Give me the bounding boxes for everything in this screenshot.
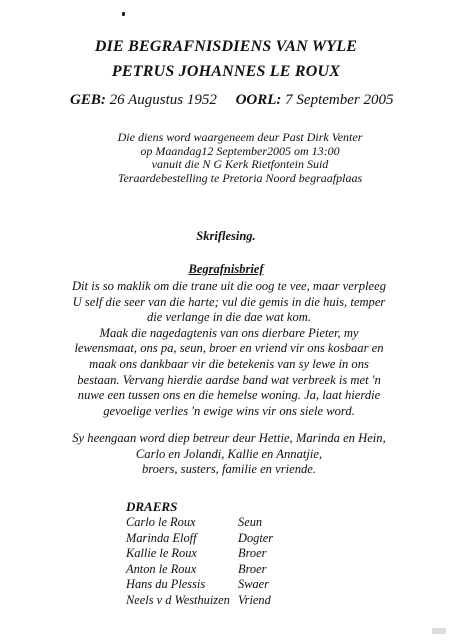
bearer-row [126,562,273,578]
bearer-row [126,531,273,547]
bearer-relation: Swaer [238,577,269,591]
bearer-row [126,515,273,531]
mourners-line: Sy heengaan word diep betreur deur Hettie, Marinda en Hein, [72,431,386,445]
service-line: op Maandag12 September2005 om 13:00 [140,143,340,158]
service-line: Die diens word waargeneem deur Past Dirk Venter [117,130,363,144]
bearer-name: Anton le Roux [126,561,197,576]
scan-corner-mark [432,628,446,634]
bearer-name: Marinda Eloff [126,530,197,545]
bearer-relation: Dogter [238,530,274,545]
letter-line: lewensmaat, ons pa, seun, broer en vriend vir ons kosbaar en [74,341,384,356]
title-line-1: DIE BEGRAFNISDIENS VAN WYLE [94,38,358,55]
letter-line: bestaan. Vervang hierdie aardse band wat verbreek is met 'n [77,372,381,387]
bearer-row [126,593,273,609]
service-line: vanuit die N G Kerk Rietfontein Suid [151,157,329,171]
bearers-title: DRAERS [126,499,178,514]
bearer-row [126,546,273,562]
letter-line: Dit is so maklik om die trane uit die oog te vee, maar verpleeg [71,279,387,293]
service-line: Teraardebestelling te Pretoria Noord begraafplaas [117,170,363,185]
bearer-relation: Vriend [238,592,271,607]
service-details [40,131,440,185]
born-date: 26 Augustus 1952 [109,92,217,108]
bearers-list [126,515,273,608]
bearer-relation: Broer [238,561,267,576]
bearer-name: Kallie le Roux [126,546,197,560]
mourners-line: broers, susters, familie en vriende. [141,462,317,477]
bearer-name: Carlo le Roux [126,515,196,529]
letter-heading: Begrafnisbrief [188,262,264,276]
letter-line: gevoelige verlies 'n ewige wins vir ons siele word. [103,403,355,418]
reading-heading: Skriflesing. [196,229,256,243]
letter-line: maak ons dankbaar vir die betekenis van sy lewe in ons [89,356,369,371]
funeral-letter [22,279,436,419]
bearer-name: Hans du Plessis [126,577,206,591]
letter-line: U self die seer van die harte; vul die gemis in die huis, temper [72,294,386,309]
bearer-row [126,577,273,593]
letter-line: die verlange in die dae wat kom. [146,310,312,325]
died-label: OORL: [235,92,282,108]
title-line-2: PETRUS JOHANNES LE ROUX [111,63,341,80]
letter-line: nuwe een tussen ons en die hemelse woning. Ja, laat hierdie [77,388,381,403]
bearer-relation: Seun [238,515,263,529]
letter-line: Maak die nagedagtenis van ons dierbare Pieter, my [99,325,359,340]
born-label: GEB: [70,92,106,108]
dates-line [70,92,393,109]
mourners-line: Carlo en Jolandi, Kallie en Annatjie, [135,446,323,461]
mourners-paragraph [22,431,436,478]
bearer-relation: Broer [238,546,267,560]
bearer-name: Neels v d Westhuizen [126,592,230,607]
died-date: 7 September 2005 [285,92,394,108]
ink-dot-mark [122,12,125,16]
